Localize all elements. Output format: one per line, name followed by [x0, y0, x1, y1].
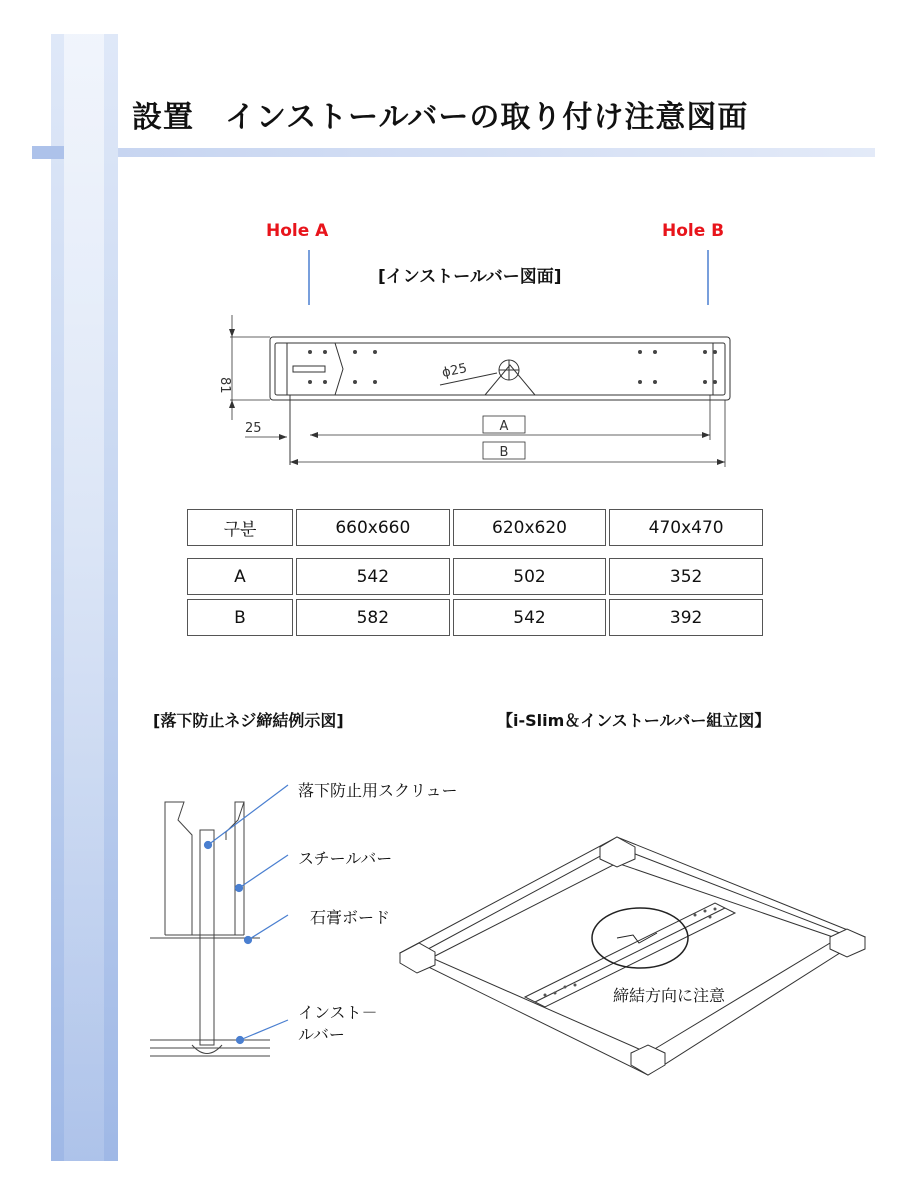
callout-steel-bar: スチールバー: [298, 849, 393, 868]
assembly-note: 締結方向に注意: [613, 986, 726, 1005]
table-cell: 542: [453, 599, 607, 636]
table-cell: 352: [609, 558, 763, 595]
hole-a-label: Hole A: [266, 221, 329, 241]
table-cell: A: [187, 558, 293, 595]
table-header-row: [187, 509, 763, 546]
table-header-cell: 470x470: [609, 509, 763, 546]
callout-install-bar-line2: ルバー: [298, 1025, 345, 1044]
offset-dimension: 25: [245, 421, 262, 436]
callout-gypsum-board: 石膏ボード: [310, 908, 391, 927]
bar-drawing-title: [インストールバー図面]: [378, 267, 562, 287]
callout-install-bar-line1: インスト－: [298, 1003, 378, 1022]
callout-screw: 落下防止用スクリュー: [298, 781, 458, 800]
assembly-title: 【i-Slim＆インストールバー組立図】: [497, 711, 771, 730]
table-cell: 392: [609, 599, 763, 636]
b-dimension: B: [499, 445, 509, 460]
hole-b-label: Hole B: [662, 221, 725, 241]
screw-diagram-title: [落下防止ネジ締結例示図]: [153, 711, 344, 730]
table-header-cell: 구분: [187, 509, 293, 546]
install-bar-drawing: [215, 245, 745, 470]
title-rule: [118, 148, 875, 157]
table-cell: 582: [296, 599, 450, 636]
height-dimension: 81: [217, 377, 232, 394]
table-cell: 542: [296, 558, 450, 595]
table-cell: 502: [453, 558, 607, 595]
page-title: 設置 インストールバーの取り付け注意図面: [132, 100, 749, 135]
bar-outer-outline: [270, 337, 730, 400]
table-header-cell: 660x660: [296, 509, 450, 546]
dimension-table: [184, 505, 766, 640]
decorative-side-bar-highlight: [64, 34, 104, 1161]
table-row: [187, 599, 763, 636]
title-rule-left: [32, 146, 64, 159]
diameter-dimension: ϕ25: [440, 361, 469, 381]
assembly-illustration: [395, 825, 875, 1090]
a-dimension: A: [499, 419, 509, 434]
table-cell: B: [187, 599, 293, 636]
table-header-cell: 620x620: [453, 509, 607, 546]
table-row: [187, 558, 763, 595]
screw-fastening-diagram: [140, 770, 290, 1070]
